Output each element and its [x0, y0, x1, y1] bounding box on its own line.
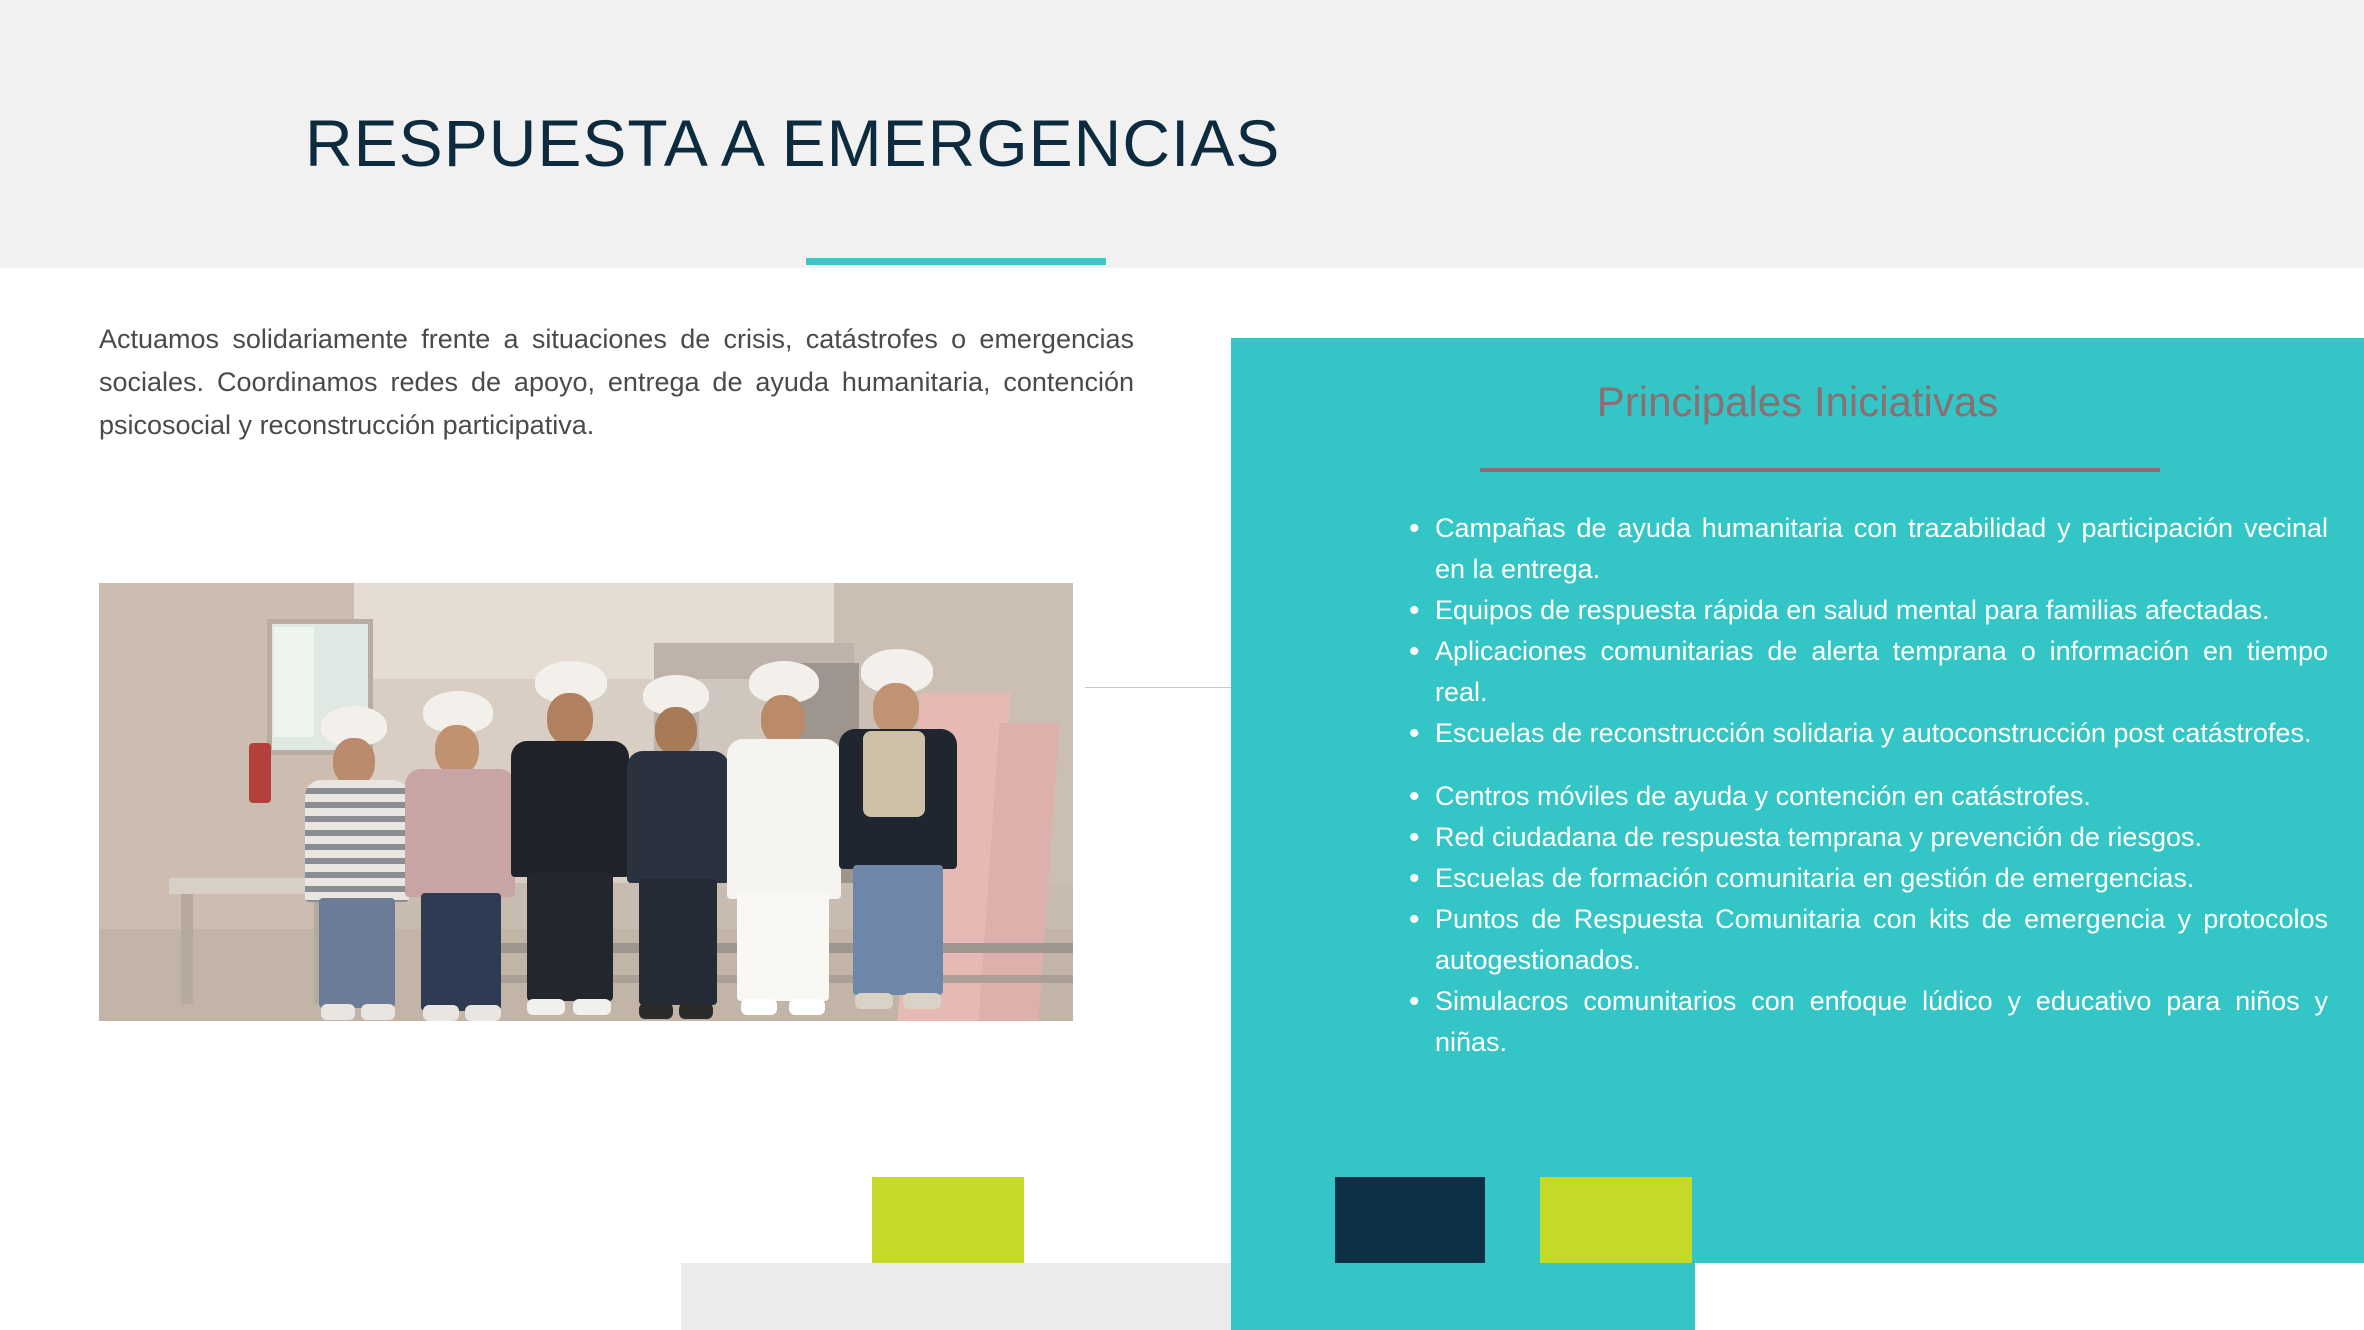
list-item: [1403, 899, 2328, 981]
initiatives-list: [1403, 508, 2328, 1063]
decorative-lime-block-right: [1540, 1177, 1692, 1263]
photo-person: [399, 691, 519, 1021]
list-item: [1403, 631, 2328, 713]
list-item-text: Simulacros comunitarios con enfoque lúdico y educativo para niños y niñas.: [1435, 986, 2328, 1057]
initiatives-panel: [1231, 338, 2364, 1263]
list-item: [1403, 508, 2328, 590]
title-underline-rule: [806, 258, 1106, 265]
list-item: [1403, 817, 2328, 858]
photo-person: [719, 661, 849, 1021]
list-item: [1403, 776, 2328, 817]
photo-person: [833, 649, 963, 1021]
team-photo: [99, 583, 1073, 1021]
decorative-lime-block-left: [872, 1177, 1024, 1263]
photo-person: [295, 706, 415, 1021]
connector-hairline: [1085, 687, 1235, 688]
list-item-text: Centros móviles de ayuda y contención en catástrofes.: [1435, 781, 2091, 811]
decorative-teal-footer: [1231, 1263, 1695, 1330]
panel-title: Principales Iniciativas: [1596, 378, 1999, 425]
list-item-text: Aplicaciones comunitarias de alerta temprana o información en tiempo real.: [1435, 636, 2328, 707]
list-item-text: Red ciudadana de respuesta temprana y prevención de riesgos.: [1435, 822, 2202, 852]
list-item-text: Escuelas de formación comunitaria en gestión de emergencias.: [1435, 863, 2195, 893]
panel-underline-rule: [1480, 468, 2160, 472]
list-item: [1403, 590, 2328, 631]
list-item: [1403, 858, 2328, 899]
list-item: [1403, 981, 2328, 1063]
list-item-text: Equipos de respuesta rápida en salud mental para familias afectadas.: [1435, 595, 2270, 625]
page-title: RESPUESTA A EMERGENCIAS: [305, 106, 1281, 180]
list-item-text: Campañas de ayuda humanitaria con trazabilidad y participación vecinal en la entrega.: [1435, 513, 2328, 584]
photo-person: [505, 661, 635, 1021]
list-item: [1403, 713, 2328, 754]
intro-paragraph: Actuamos solidariamente frente a situaciones de crisis, catástrofes o emergencias sociales. Coordinamos redes de apoyo, entrega de ayuda humanitaria, contención psicosocial y reconstrucción participativa.: [99, 324, 1134, 440]
list-item-text: Puntos de Respuesta Comunitaria con kits de emergencia y protocolos autogestionados.: [1435, 904, 2328, 975]
list-item-text: Escuelas de reconstrucción solidaria y autoconstrucción post catástrofes.: [1435, 718, 2312, 748]
decorative-navy-block: [1335, 1177, 1485, 1263]
